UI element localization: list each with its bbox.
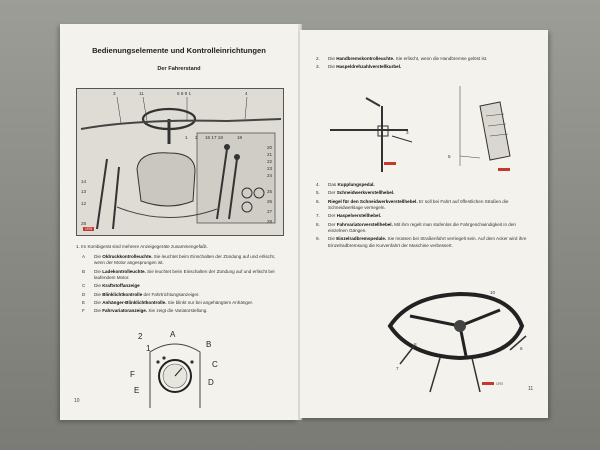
- gauge-letter-B: B: [206, 340, 212, 349]
- callout-28-right: 28: [267, 219, 273, 224]
- callout-2: 2: [195, 135, 198, 140]
- callout-12: 12: [81, 201, 87, 206]
- pedal-callout-5: 5: [448, 154, 451, 159]
- list-item: 9. Die Einzelradbremspedale. Sie müssen bei Straßenfahrt verriegelt sein. Auf dem Acker wird ihre Einzelradbremsung die Kurvenfahrt der Maschine verbessert.: [316, 236, 527, 248]
- list-item: [82, 254, 286, 266]
- item-text: Die Blinklichtkontrolle der Fahrtrichtungsanzeiger.: [94, 291, 200, 297]
- callout-16-17-18: 16 17 18: [205, 135, 223, 140]
- steering-illustration: [370, 286, 540, 394]
- steering-drawing: [370, 286, 540, 394]
- gauge-number-2: 2: [138, 332, 143, 341]
- item-key: F: [82, 308, 85, 314]
- item-key: E: [82, 299, 86, 305]
- callout-27: 27: [267, 209, 273, 214]
- page-number-left: 10: [74, 398, 80, 404]
- list-item: 8. Der Fahrvariatorverstellhebel. Mit ihm regelt man stufenlos die Fahrgeschwindigkeit in den einzelnen Gängen.: [316, 221, 516, 233]
- figure-tag-right: 1970: [496, 382, 504, 386]
- steering-callout-6: 6: [520, 346, 523, 351]
- callout-21: 21: [267, 152, 273, 157]
- item-key: A: [82, 254, 86, 259]
- crank-callout-3: 3: [406, 130, 409, 135]
- list-item: [82, 308, 286, 314]
- steering-callout-7: 7: [396, 366, 399, 371]
- callout-28-left: 28: [81, 221, 87, 226]
- item-text: Die Fahrvariatoranzeige. Sie zeigt die Variatorstellung.: [94, 308, 208, 314]
- gauge-letter-C: C: [212, 360, 218, 369]
- steering-callout-8: 8: [414, 342, 417, 347]
- right-top-items: [316, 56, 536, 73]
- callout-22: 22: [267, 159, 273, 164]
- item-text: Die Anhänger-Blinklichtkontrolle. Sie blinkt nur bei angehängtem Anhänger.: [94, 299, 254, 305]
- figure-tag: 1976: [85, 227, 93, 231]
- gauge-drawing: [120, 330, 230, 408]
- section-subtitle: Der Fahrerstand: [157, 66, 201, 72]
- left-page: [60, 24, 298, 420]
- callout-4: 4: [245, 91, 248, 96]
- right-items-list: [316, 182, 536, 251]
- gauge-letter-F: F: [130, 370, 135, 379]
- item-key: B: [82, 268, 86, 274]
- pedal-illustration: [440, 86, 530, 186]
- gauge-illustration: [120, 330, 230, 408]
- list-item: 5. Der Schneidwerkverstellhebel.: [316, 190, 395, 196]
- list-item: [82, 300, 286, 306]
- crank-illustration: [322, 86, 422, 176]
- list-item: [82, 283, 286, 289]
- right-page: [300, 30, 548, 418]
- list-item: [82, 292, 286, 298]
- gauge-number-1: 1: [146, 344, 151, 353]
- dashboard-illustration: [76, 88, 284, 236]
- callout-26: 26: [267, 199, 273, 204]
- list-item: 3. Die Haspeldrehzahlverstellkurbel.: [316, 64, 402, 70]
- page-title: Bedienungselemente und Kontrolleinrichtungen: [92, 46, 266, 55]
- dashboard-drawing: [77, 89, 283, 235]
- callout-13: 13: [81, 189, 87, 194]
- callout-23: 23: [267, 166, 273, 171]
- callout-5891: 5 8 9 1: [177, 91, 192, 96]
- gauge-items-list: [82, 254, 286, 317]
- callout-24: 24: [267, 173, 273, 178]
- item-text: Die Oldruckkontrolleuchte. Sie leuchtet beim Einschalten der Zündung auf und erlischt, wenn der Motor angesprungen ist.: [94, 254, 276, 266]
- callout-19: 19: [237, 135, 243, 140]
- callout-3: 3: [113, 91, 116, 96]
- steering-callout-10: 10: [490, 290, 496, 295]
- item-text: Die Ladekontrolleuchte. Sie leuchtet beim Einschalten der Zündung auf und erlischt bei laufendem Motor.: [94, 268, 275, 280]
- item-key: C: [82, 283, 86, 289]
- pedal-drawing: [440, 86, 530, 186]
- page-number-right: 11: [528, 386, 534, 392]
- callout-20: 20: [267, 145, 273, 150]
- intro-text: 1. Im Kombigerät sind mehrere Anzeigegeräte zusammengefaßt.: [76, 244, 208, 249]
- list-item: 4. Das Kupplungspedal.: [316, 182, 375, 187]
- gauge-letter-A: A: [170, 330, 176, 339]
- callout-25: 25: [267, 189, 273, 194]
- callout-1: 1: [185, 135, 188, 140]
- gauge-letter-D: D: [208, 378, 214, 387]
- callout-14: 14: [81, 179, 87, 184]
- gauge-letter-E: E: [134, 386, 140, 395]
- list-item: 6. Riegel für den Schneidwerkverstellhebel. Er soll bei Fahrt auf öffentlichen Straßen die Schneidwerklage verriegeln.: [316, 198, 509, 210]
- list-item: [82, 269, 286, 281]
- item-key: D: [82, 291, 86, 297]
- list-item: 2. Die Handbremskontrolleuchte. Sie erlischt, wenn die Handbremse gelöst ist.: [316, 56, 488, 61]
- callout-11: 11: [139, 91, 144, 96]
- list-item: 7. Der Haspelverstellhebel.: [316, 213, 382, 219]
- item-text: Die Kraftstoffanzeige: [94, 283, 140, 289]
